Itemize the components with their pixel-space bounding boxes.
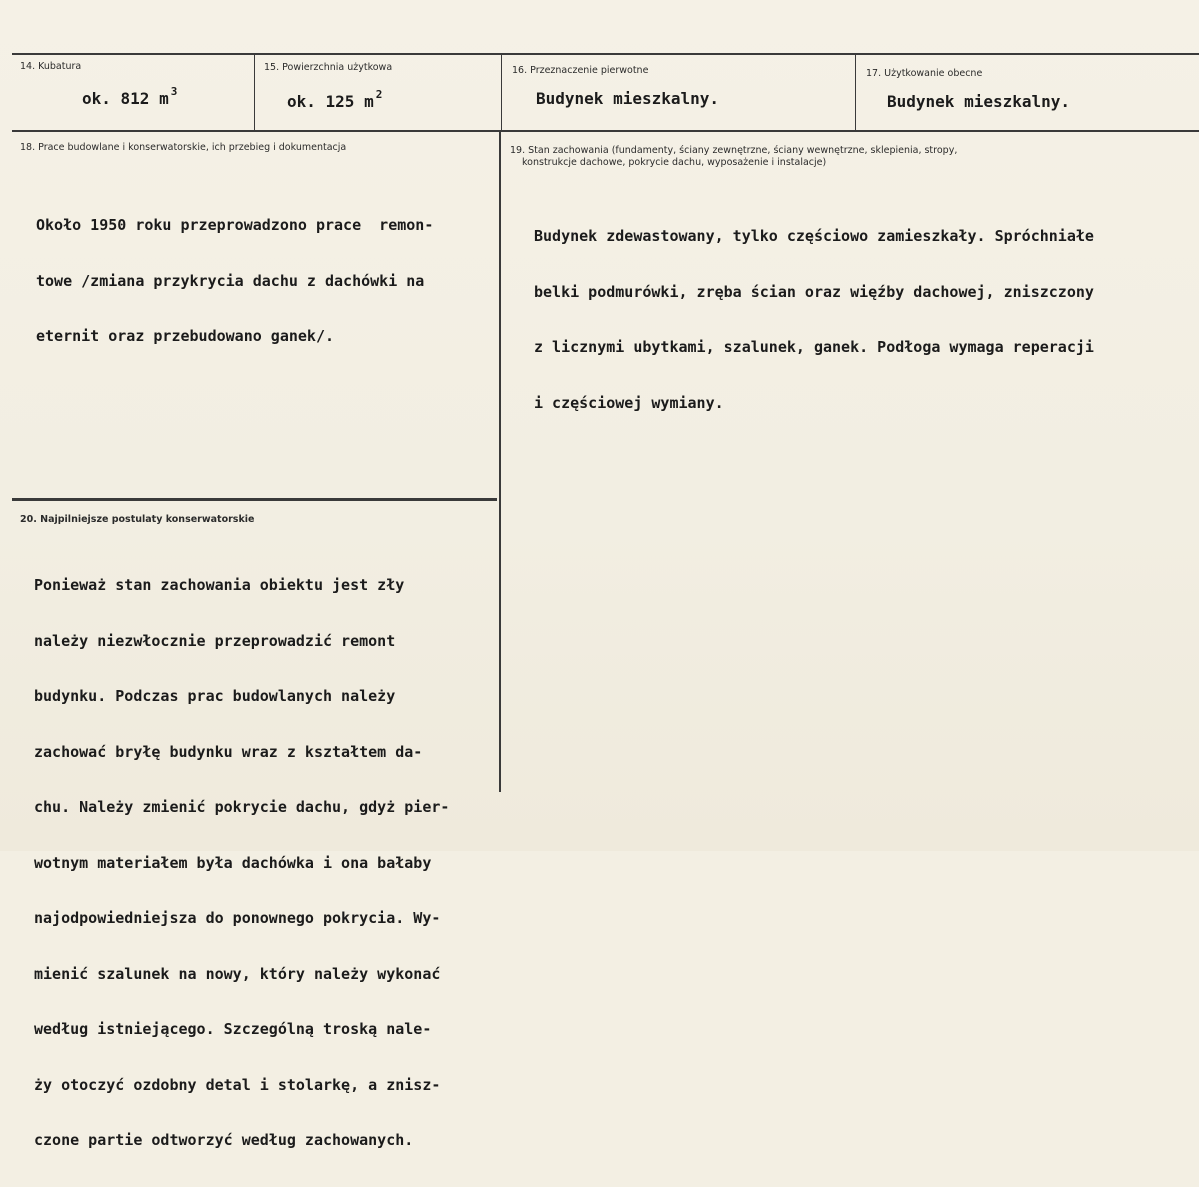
divider-16-17 — [855, 53, 856, 131]
field-19-line-3: z licznymi ubytkami, szalunek, ganek. Podłoga wymaga reperacji — [534, 338, 1094, 356]
main-vertical-divider — [499, 130, 501, 792]
field-20-line-7: najodpowiedniejsza do ponownego pokrycia. Wy- — [34, 909, 441, 927]
field-20-line-11: czone partie odtworzyć według zachowanych. — [34, 1131, 414, 1149]
field-14-label: 14. Kubatura — [20, 61, 82, 72]
field-19-label — [510, 145, 957, 169]
top-border-line — [12, 53, 1199, 55]
field-19-line-4: i częściowej wymiany. — [534, 393, 724, 412]
field-19-text — [534, 190, 1094, 449]
field-17-label: 17. Użytkowanie obecne — [866, 68, 983, 79]
field-15-label: 15. Powierzchnia użytkowa — [264, 62, 393, 73]
field-20-line-10: ży otoczyć ozdobny detal i stolarkę, a znisz- — [34, 1075, 441, 1094]
field-20-line-3: budynku. Podczas prac budowlanych należy — [34, 687, 396, 705]
field-14-value-main: ok. 812 m — [82, 89, 169, 108]
row1-bottom-line — [12, 130, 1199, 132]
field-20-label: 20. Najpilniejsze postulaty konserwatorskie — [20, 514, 255, 525]
field-18-label: 18. Prace budowlane i konserwatorskie, ich przebieg i dokumentacja — [20, 142, 347, 153]
field-20-line-1: Ponieważ stan zachowania obiektu jest zły — [34, 576, 405, 594]
field-18-text — [36, 179, 433, 383]
field-15-value — [287, 85, 382, 112]
field-15-value-main: ok. 125 m — [287, 92, 374, 111]
field-19-line-1: Budynek zdewastowany, tylko częściowo zamieszkały. Spróchniałe — [534, 227, 1094, 245]
field-18-line-3: eternit oraz przebudowano ganek/. — [36, 327, 335, 345]
field-20-line-2: należy niezwłocznie przeprowadzić remont — [34, 631, 396, 650]
field-20-line-8: mienić szalunek na nowy, który należy wykonać — [34, 964, 441, 983]
field-20-line-9: według istniejącego. Szczególną troską nale- — [34, 1020, 432, 1038]
field-20-line-6: wotnym materiałem była dachówka i ona bałaby — [34, 853, 432, 872]
field-16-label: 16. Przeznaczenie pierwotne — [512, 65, 649, 76]
divider-14-15 — [254, 53, 255, 131]
field-16-value: Budynek mieszkalny. — [536, 89, 720, 108]
field-19-line-2: belki podmurówki, zręba ścian oraz więźby dachowej, zniszczony — [534, 282, 1094, 301]
field-19-label-line-1: 19. Stan zachowania (fundamenty, ściany zewnętrzne, ściany wewnętrzne, sklepienia, stropy, — [510, 145, 958, 156]
field-20-line-4: zachować bryłę budynku wraz z kształtem da- — [34, 742, 423, 761]
section-20-top-line — [12, 498, 497, 501]
field-14-value-superscript: 3 — [170, 85, 178, 98]
field-14-value — [82, 82, 177, 109]
field-17-value: Budynek mieszkalny. — [887, 92, 1071, 111]
field-15-value-superscript: 2 — [375, 88, 383, 101]
divider-15-16 — [501, 53, 502, 131]
field-18-line-1: Około 1950 roku przeprowadzono prace remon- — [36, 216, 434, 234]
field-19-label-line-2: konstrukcje dachowe, pokrycie dachu, wyposażenie i instalacje) — [522, 157, 827, 168]
field-20-text — [34, 539, 449, 1187]
field-18-line-2: towe /zmiana przykrycia dachu z dachówki na — [36, 271, 425, 290]
field-20-line-5: chu. Należy zmienić pokrycie dachu, gdyż pier- — [34, 798, 450, 816]
